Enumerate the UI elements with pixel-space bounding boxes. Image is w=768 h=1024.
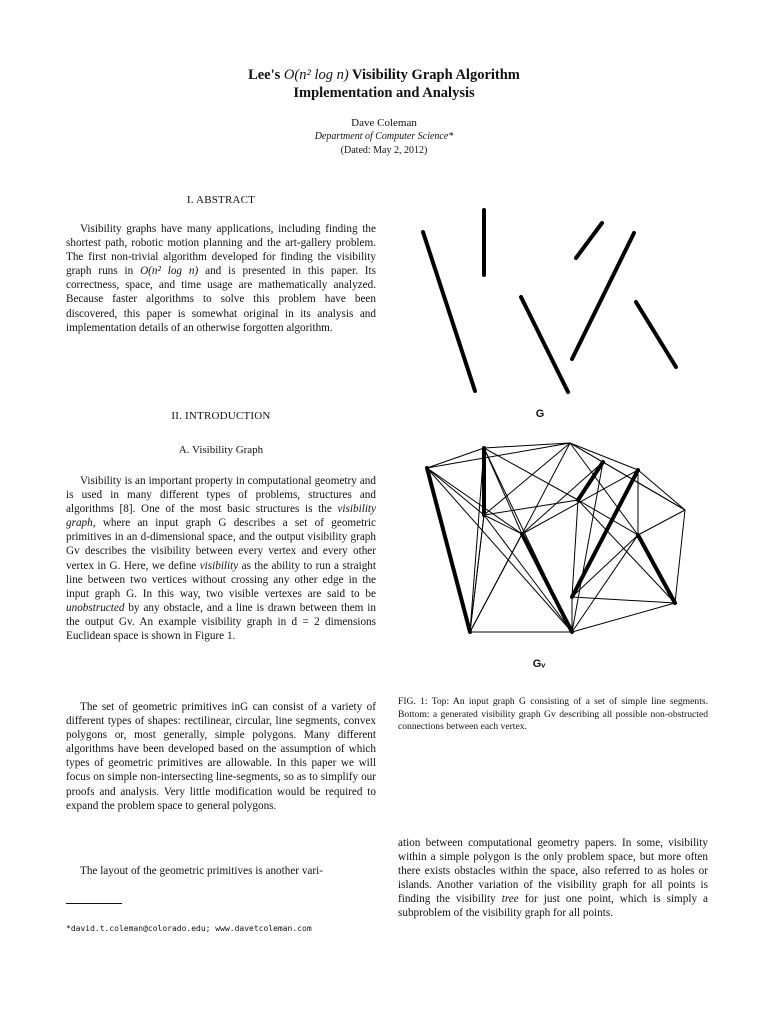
title-line2: Implementation and Analysis [293, 85, 475, 101]
figure-caption: FIG. 1: Top: An input graph G consisting of a set of simple line segments. Bottom: a generated visibility graph Gv describing all possible non-obstructed connections between each vertex. [398, 696, 708, 733]
visibility-graph-heading: A. Visibility Graph [178, 444, 264, 456]
right-column-paragraph: ation between computational geometry papers. In some, visibility within a simple polygon is the only problem space, but more often there exists obstacles within the space, also referred to as holes or islands. Another variation of the visibility graph for all points is finding the visibility tree for just one point, which is simply a subproblem of the visibility graph for all points. [398, 837, 708, 920]
segment-6 [636, 302, 676, 367]
abstract-paragraph: Visibility graphs have many applications, including finding the shortest path, robotic motion planning and the art-gallery problem. The first non-trivial algorithm developed for finding the visibility graph runs in O(n² log n) and is presented in this paper. Its correctness, space, and time usage are mathematically analyzed. Because faster algorithms to solve this problem have been discovered, this paper is somewhat original in its analysis and implementation details of an otherwise forgotten algorithm. [66, 223, 376, 334]
paper-title: Lee's O(n² log n) Visibility Graph Algorithm Implementation and Analysis [0, 66, 768, 102]
figure-label-bottom: Gᵥ [532, 658, 546, 670]
footnote: *david.t.coleman@colorado.edu; www.davetcoleman.com [66, 924, 312, 933]
intro-paragraph-3: The layout of the geometric primitives is another vari- [80, 865, 323, 877]
abstract-heading: I. ABSTRACT [186, 194, 256, 206]
footnote-rule [66, 903, 122, 904]
segment-1 [423, 232, 475, 391]
introduction-heading: II. INTRODUCTION [171, 410, 271, 422]
intro-paragraph-2: The set of geometric primitives inG can consist of a variety of different types of shapes: rectilinear, circular, line segments, convex polygons or, most generally, simple polygons. Many different algorithms have been developed based on the assumption of which types of geometric primitives are allowable. In this paper we will focus on simple non-intersecting line-segments, so as to simplify our proofs and analysis. Very little modification would be required to expand the problem space to general polygons. [66, 701, 376, 812]
figure-label-top: G [535, 408, 545, 420]
segment-3 [521, 297, 568, 392]
author-name: Dave Coleman [351, 117, 417, 129]
title-math: O(n² log n) [283, 67, 349, 83]
intro-paragraph-1: Visibility is an important property in computational geometry and is used in many different types of problems, structures and algorithms [8]. One of the most basic structures is the visibility graph, where an input graph G describes a set of geometric primitives in an d-dimensional space, and the output visibility graph Gv describes the visibility between every vertex and every other vertex in G. Here, we define visibility as the ability to run a straight line between two vertices without crossing any other edge in the input graph G. In this way, two visible vertexes are said to be unobstructed by any obstacle, and a line is drawn between them in the output Gv. An example visibility graph in d = 2 dimensions Euclidean space is shown in Figure 1. [66, 475, 376, 643]
figure-visibility-graph [398, 430, 708, 645]
department: Department of Computer Science* [314, 131, 454, 142]
author-block [0, 116, 768, 158]
figure-input-graph [398, 195, 708, 410]
date-line: (Dated: May 2, 2012) [340, 145, 428, 156]
segment-4 [576, 223, 602, 258]
